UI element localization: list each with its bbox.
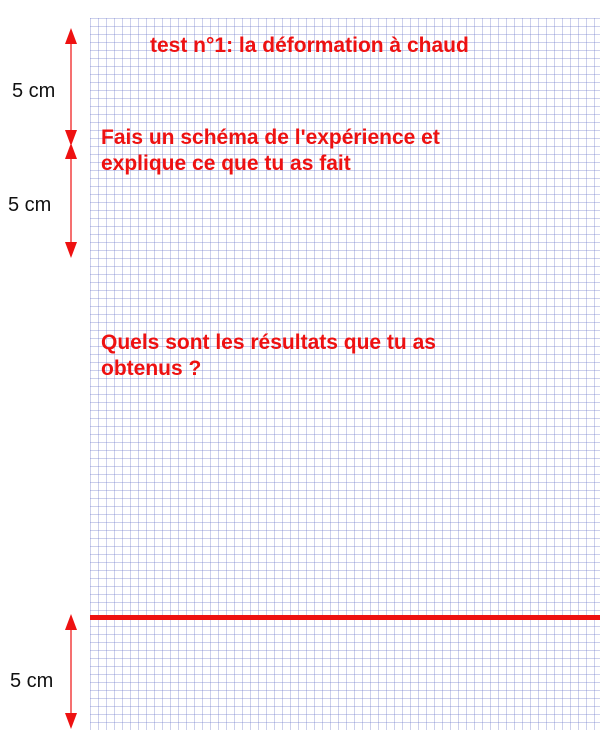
measure-label-middle: 5 cm [8,194,52,216]
question-results-line-2: obtenus ? [101,357,202,380]
question-schema [101,125,440,177]
measure-label-bottom: 5 cm [10,670,54,692]
double-arrow-icon [60,143,82,258]
question-results [101,330,436,382]
page-title: test n°1: la déformation à chaud [150,34,469,57]
question-results-line-1: Quels sont les résultats que tu as [101,331,436,354]
question-schema-line-2: explique ce que tu as fait [101,152,351,175]
cut-line [90,615,600,620]
question-schema-line-1: Fais un schéma de l'expérience et [101,126,440,149]
double-arrow-icon [60,614,82,729]
measure-label-top: 5 cm [12,80,56,102]
double-arrow-icon [60,28,82,146]
